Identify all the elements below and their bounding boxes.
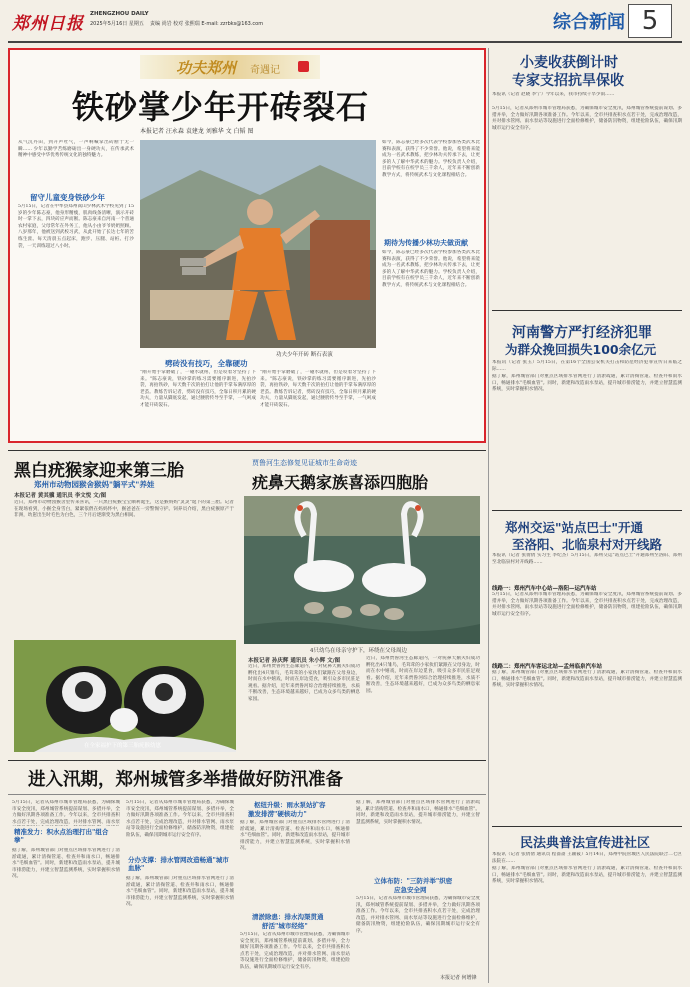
flood-col2-text2: 据了解，郑州城管部门对重点区域排水管网进行了清淤疏通，累计清掏管道、检查井和雨水口，畅通排水"毛细血管"。同时，新建和改造雨水泵站，提升城市排涝能力，并建立智慧监测系统，实时掌握积水情况。 [126, 876, 234, 908]
section-title: 综合新闻 [553, 12, 625, 33]
law-body: 据了解，郑州城管部门对重点区域排水管网进行了清淤疏通，累计清掏管道、检查井和雨水口，畅通排水"毛细血管"。同时，新建和改造雨水泵站，提升城市排涝能力，并建立智慧监测系统，实时掌握积水情况。 [492, 866, 682, 885]
flood-sub-a: 精准发力：积水点治理打出"组合拳" [14, 828, 109, 844]
bus-route1-text: 5月15日，记者从郑州市城市管理局获悉，为确保城市安全度汛，郑州城管系统提前谋划、多措并举，全力做好汛期各项准备工作。今年以来，全市共排查积水点若干处，完成治理改造，并对排水管网、雨水泵站等设施进行全面检修维护，储备防汛物资，组建抢险队伍，确保汛期城市运行安全有序。 [492, 592, 682, 617]
swan-kicker: 贾鲁河生态修复见证城市生命奇迹 [252, 459, 357, 467]
monkey-illustration [14, 640, 236, 752]
newspaper-logo: 郑州日报 [12, 14, 84, 34]
bus-byline: 本报讯（记者 张倩倩 实习生 李纪杰）5月15日，郑州交运"站点巴士"开通郑州至洛阳、郑州至北临泉村对开线路…… [492, 553, 682, 565]
feature-photo-caption: 功夫少年开砖 断石表演 [276, 352, 333, 358]
bus-title-line1: 郑州交运"站点巴士"开通 [505, 520, 644, 535]
swan-body-left: 近日，郑州贾鲁河生态廊道内，一对疣鼻天鹅夫妇成功孵化出4只雏鸟，毛茸茸的小家伙们紧跟在父母身边，时而在水中嬉戏，时而在岸边觅食，吸引众多市民驻足观看。据介绍，近年来贾鲁河综合治理持续推进，水质不断改善，生态环境越来越好，已成为众多鸟类的栖息家园。 [248, 664, 360, 702]
feature-col2-text: "刚开始手掌磨破了，一碰水就疼，但是咬着牙坚持了下来。"陈志豪说，铁砂掌的练习需要循序渐进，先拍沙袋，再拍铁砂，每天数千次的拍打让他的手掌布满厚厚的老茧。教练告诉记者，劈砖没有技巧，全靠日积月累的硬功夫，力量从脚底发起，通过腰胯传导至手掌，一气呵成才能开砖裂石。 [140, 370, 256, 408]
bus-route-2: 线路二：郑州汽车客运北站—孟州临泉汽车站 [492, 664, 603, 670]
swan-title: 疣鼻天鹅家族喜添四胞胎 [252, 473, 429, 492]
feature-kicker-sub: 奇遇记 [250, 65, 280, 76]
feature-sub3: 期待为传播少林功夫做贡献 [384, 238, 468, 247]
feature-col4-text: 如今，陈志豪已经多次代表学校参加各类武术比赛和表演，获得了不少荣誉。他说，希望将来能成为一名武术教练，把少林功夫传承下去，让更多的人了解中华武术的魅力。学校负责人介绍，目前学校有在校学员三千余人，近年来不断创新教学方式，将传统武术与文化课程相结合。 [382, 140, 480, 178]
mid-divider [8, 450, 486, 451]
feature-col5-text: 如今，陈志豪已经多次代表学校参加各类武术比赛和表演，获得了不少荣誉。他说，希望将来能成为一名武术教练，把少林功夫传承下去，让更多的人了解中华武术的魅力。学校负责人介绍，目前学校有在校学员三千余人，近年来不断创新教学方式，将传统武术与文化课程相结合。 [382, 250, 480, 288]
martial-arts-photo [140, 140, 376, 348]
flood-col3-text2: 5月15日，记者从郑州市城市管理局获悉，为确保城市安全度汛，郑州城管系统提前谋划、多措并举，全力做好汛期各项准备工作。今年以来，全市共排查积水点若干处，完成治理改造，并对排水管网、雨水泵站等设施进行全面检修维护，储备防汛物资，组建抢险队伍，确保汛期城市运行安全有序。 [240, 932, 350, 970]
flood-sub-e1: 立体布防："三防并举"织密 [374, 877, 453, 885]
flood-col2-text: 5月15日，记者从郑州市城市管理局获悉，为确保城市安全度汛，郑州城管系统提前谋划、多措并举，全力做好汛期各项准备工作。今年以来，全市共排查积水点若干处，完成治理改造，并对排水管网、雨水泵站等设施进行全面检修维护，储备防汛物资，组建抢险队伍，确保汛期城市运行安全有序。 [126, 800, 234, 838]
flood-divider [8, 760, 486, 761]
wheat-title-line2: 专家支招抗旱保收 [512, 73, 624, 89]
bus-route2-text: 据了解，郑州城管部门对重点区域排水管网进行了清淤疏通，累计清掏管道、检查井和雨水口，畅通排水"毛细血管"。同时，新建和改造雨水泵站，提升城市排涝能力，并建立智慧监测系统，实时掌握积水情况。 [492, 670, 682, 689]
feature-kicker: 功夫郑州 [176, 59, 237, 77]
swan-byline: 本报记者 孙庆辉 通讯员 朱小辉 文/图 [248, 658, 341, 664]
page-number: 5 [641, 6, 659, 36]
monkey-body: 近日，郑州市动物园猴舍里传来喜讯，一只黑白疣猴宝宝顺利诞生，这是猴妈妈"灵灵"诞下的第三胎。记者在现场看到，小猴全身雪白，紧紧依偎在妈妈怀中，猴爸爸在一旁警惕守护。饲养员介绍，黑白疣猴原产于非洲，幼崽出生时毛色为白色，三个月后逐渐变为黑白相间。 [14, 500, 234, 519]
flood-col4-text2: 5月15日，记者从郑州市城市管理局获悉，为确保城市安全度汛，郑州城管系统提前谋划、多措并举，全力做好汛期各项准备工作。今年以来，全市共排查积水点若干处，完成治理改造，并对排水管网、雨水泵站等设施进行全面检修维护，储备防汛物资，组建抢险队伍，确保汛期城市运行安全有序。 [356, 896, 480, 934]
wheat-byline: 本报讯（记者 赵晓 李宁）今年以来，我市持续干旱少雨…… [492, 92, 615, 97]
feature-col3-text: "刚开始手掌磨破了，一碰水就疼，但是咬着牙坚持了下来。"陈志豪说，铁砂掌的练习需要循序渐进，先拍沙袋，再拍铁砂，每天数千次的拍打让他的手掌布满厚厚的老茧。教练告诉记者，劈砖没有技巧，全靠日积月累的硬功夫，力量从脚底发起，通过腰胯传导至手掌，一气呵成才能开砖裂石。 [260, 370, 376, 408]
swan-illustration [244, 496, 480, 644]
wheat-body: 5月15日，记者从郑州市城市管理局获悉，为确保城市安全度汛，郑州城管系统提前谋划、多措并举，全力做好汛期各项准备工作。今年以来，全市共排查积水点若干处，完成治理改造，并对排水管网、雨水泵站等设施进行全面检修维护，储备防汛物资，组建抢险队伍，确保汛期城市运行安全有序。 [492, 106, 682, 131]
flood-col1-text: 5月15日，记者从郑州市城市管理局获悉，为确保城市安全度汛，郑州城管系统提前谋划、多措并举，全力做好汛期各项准备工作。今年以来，全市共排查积水点若干处，完成治理改造，并对排水管网、雨水泵 [12, 800, 120, 825]
feature-intro: 从气沉丹田，到开声吐气，一声响喊掌出砖断于无一瞬…… 少年以勤学苦练磨砺出一身硬功夫，在传承武术精神中感受中华优秀传统文化的独特魅力。 [18, 140, 134, 159]
flood-title: 进入汛期，郑州城管多举措做好防汛准备 [28, 770, 343, 790]
monkey-subtitle: 郑州市动物园猴舍猴妈"躺平式"养娃 [34, 480, 155, 489]
wheat-title-line1: 小麦收获倒计时 [520, 55, 618, 71]
bus-title-line2: 至洛阳、北临泉村对开线路 [512, 537, 663, 552]
seal-icon [298, 61, 309, 72]
police-byline: 本报讯（记者 张玉）5月15日，在第16个全国公安机关打击和防范经济犯罪宣传日来临之际…… [492, 360, 682, 372]
masthead-rule [8, 41, 682, 43]
wheat-divider [492, 310, 682, 311]
monkey-photo-caption: 在全家福护下的第三胎疣猴幼崽 [84, 743, 162, 749]
police-divider [492, 510, 682, 511]
feature-sub1: 留守儿童变身铁砂少年 [30, 193, 105, 202]
feature-col1-text: 5月15日，记者在中牟县郑州嵩山少林武术学校见到了15岁的少年陈志豪，他身形精瘦，肌肉线条清晰，演示开砖时一掌下去，四块砖应声而断。陈志豪来自河南一个普通农村家庭，父母常年在外务工，他从小由爷爷奶奶照顾。八岁那年，他被送到武校习武，从此开始了长达七年的苦练生涯。每天清晨五点起床，跑步、压腿、站桩、打沙袋，一天训练超过八小时。 [18, 204, 134, 249]
feature-kicker-banner [140, 55, 320, 79]
feature-sub2: 劈砖没有技巧，全靠硬功 [165, 359, 248, 368]
page-number-box [628, 4, 672, 38]
swan-body-right: 近日，郑州贾鲁河生态廊道内，一对疣鼻天鹅夫妇成功孵化出4只雏鸟，毛茸茸的小家伙们紧跟在父母身边，时而在水中嬉戏，时而在岸边觅食，吸引众多市民驻足观看。据介绍，近年来贾鲁河综合治理持续推进，水质不断改善，生态环境越来越好，已成为众多鸟类的栖息家园。 [366, 656, 480, 694]
law-byline: 本报讯（记者 张倩倩 通讯员 程蔷蔷 王颖筱）5月14日，郑州中院管城区人民法院联合二七区法院在…… [492, 852, 682, 864]
editor-line: 责编 尚岩 校对 张熙瑞 E-mail: zzrbks@163.com [150, 21, 264, 27]
english-name: ZHENGZHOU DAILY [90, 11, 149, 17]
flood-sub-d2: 舒活"城市经络" [262, 922, 308, 930]
feature-title: 铁砂掌少年开砖裂石 [72, 88, 370, 126]
swan-photo [244, 496, 480, 644]
monkey-photo [14, 640, 236, 752]
right-column-rule [488, 48, 489, 983]
monkey-title: 黑白疣猴家迎来第三胎 [14, 461, 184, 481]
police-title-line2: 为群众挽回损失100余亿元 [505, 342, 657, 357]
flood-sub-c1: 枢纽升级：雨水泵站扩容 [254, 801, 326, 809]
flood-col4-text: 据了解，郑州城管部门对重点区域排水管网进行了清淤疏通，累计清掏管道、检查井和雨水口，畅通排水"毛细血管"。同时，新建和改造雨水泵站，提升城市排涝能力，并建立智慧监测系统，实时掌握积水情况。 [356, 800, 480, 825]
law-title: 民法典普法宣传进社区 [520, 836, 651, 851]
masthead [0, 0, 690, 42]
flood-byline: 本报记者 何增锋 [440, 975, 477, 981]
flood-title-rule [8, 794, 486, 795]
police-title-line1: 河南警方严打经济犯罪 [512, 325, 652, 341]
flood-col1-text2: 据了解，郑州城管部门对重点区域排水管网进行了清淤疏通，累计清掏管道、检查井和雨水口，畅通排水"毛细血管"。同时，新建和改造雨水泵站，提升城市排涝能力，并建立智慧监测系统，实时掌握积水情况。 [12, 848, 120, 880]
police-body: 据了解，郑州城管部门对重点区域排水管网进行了清淤疏通，累计清掏管道、检查井和雨水口，畅通排水"毛细血管"。同时，新建和改造雨水泵站，提升城市排涝能力，并建立智慧监测系统，实时掌握积水情况。 [492, 374, 682, 393]
flood-sub-b: 分办支撑：排水管网改造畅通"城市血脉" [128, 856, 229, 872]
swan-photo-caption: 4只幼鸟在母亲守护下，环绕在父母周边 [310, 648, 408, 654]
feature-byline: 本报记者 汪永森 袁建龙 刘雅华 文 白韬 图 [140, 128, 254, 135]
flood-col3-text: 据了解，郑州城管部门对重点区域排水管网进行了清淤疏通，累计清掏管道、检查井和雨水口，畅通排水"毛细血管"。同时，新建和改造雨水泵站，提升城市排涝能力，并建立智慧监测系统，实时掌握积水情况。 [240, 820, 350, 852]
date-line: 2025年5月16日 星期五 [90, 21, 144, 27]
flood-sub-e2: 应急安全网 [394, 886, 427, 894]
flood-sub-c2: 激发排涝"硬核动力" [248, 810, 307, 818]
martial-arts-illustration [140, 140, 376, 348]
law-divider [492, 826, 682, 827]
bus-route-1: 线路一：郑州汽车中心站—洛阳—运汽车站 [492, 586, 597, 592]
monkey-byline: 本报记者 黄其骥 通讯员 李文悦 文/图 [14, 493, 107, 499]
flood-sub-d1: 清淤除患：排水沟渠贯通 [252, 913, 324, 921]
